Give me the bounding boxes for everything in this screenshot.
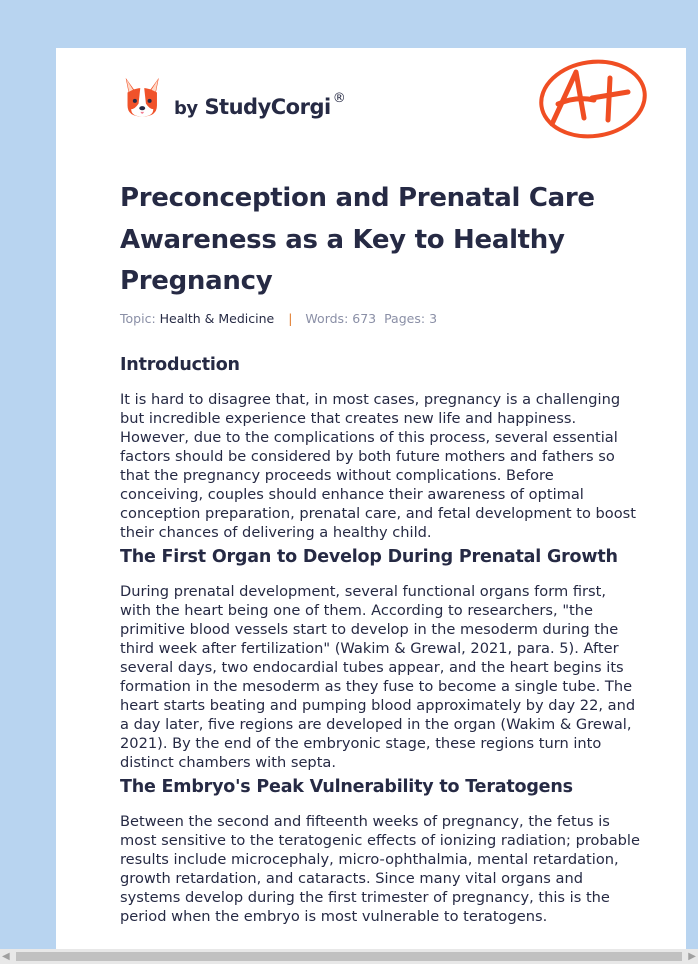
brand-name[interactable] [174, 91, 346, 119]
meta-line [120, 311, 437, 326]
section-paragraph-introduction: It is hard to disagree that, in most cases, pregnancy is a challenging but incredible experience that creates new life and happiness. However, due to the complications of this process, several essential factors should be considered by both future mothers and fathers so that the pregnancy proceeds without complications. Before conceiving, couples should enhance their awareness of optimal conception preparation, prenatal care, and fetal development to boost their chances of delivering a healthy child. [120, 391, 636, 541]
corgi-logo-icon[interactable] [122, 76, 168, 122]
page-title: Preconception and Prenatal Care Awareness as a Key to Healthy Pregnancy [120, 183, 595, 296]
words-label: Words: [305, 311, 349, 326]
scrollbar-thumb[interactable] [16, 952, 682, 961]
pages-label: Pages: [384, 311, 426, 326]
pages-value: 3 [429, 311, 438, 326]
grade-badge-icon [538, 58, 648, 140]
section-paragraph-teratogens: Between the second and fifteenth weeks of pregnancy, the fetus is most sensitive to the teratogenic effects of ionizing radiation; probable results include microcephaly, micro-ophthalmia, mental retardation, growth retardation, and cataracts. Since many vital organs and systems develop during the first trimester of pregnancy, this is the period when the embryo is most vulnerable to teratogens. [120, 813, 640, 925]
section-heading-teratogens: The Embryo's Peak Vulnerability to Teratogens [120, 777, 573, 797]
document-page [56, 48, 686, 964]
topic-link[interactable]: Health & Medicine [159, 311, 275, 326]
article-body [120, 353, 640, 926]
brand-by: by [174, 98, 198, 119]
brand-studycorgi: StudyCorgi [204, 95, 331, 119]
words-value: 673 [352, 311, 377, 326]
scroll-right-icon[interactable]: ▶ [688, 951, 696, 962]
scroll-left-icon[interactable]: ◀ [2, 951, 10, 962]
section-heading-introduction: Introduction [120, 355, 240, 375]
section-paragraph-first-organ: During prenatal development, several functional organs form first, with the heart being one of them. According to researchers, "the primitive blood vessels start to develop in the mesoderm during the third week after fertilization" (Wakim & Grewal, 2021, para. 5). After several days, two endocardial tubes appear, and the heart begins its formation in the mesoderm as they fuse to become a single tube. The heart starts beating and pumping blood approximately by day 22, and a day later, five regions are developed in the organ (Wakim & Grewal, 2021). By the end of the embryonic stage, these regions turn into distinct chambers with septa. [120, 583, 636, 771]
horizontal-scrollbar[interactable] [0, 949, 698, 964]
topic-label: Topic: [120, 311, 156, 326]
meta-separator: | [288, 311, 293, 326]
section-heading-first-organ: The First Organ to Develop During Prenatal Growth [120, 547, 618, 567]
trademark-mark: ® [332, 91, 346, 106]
